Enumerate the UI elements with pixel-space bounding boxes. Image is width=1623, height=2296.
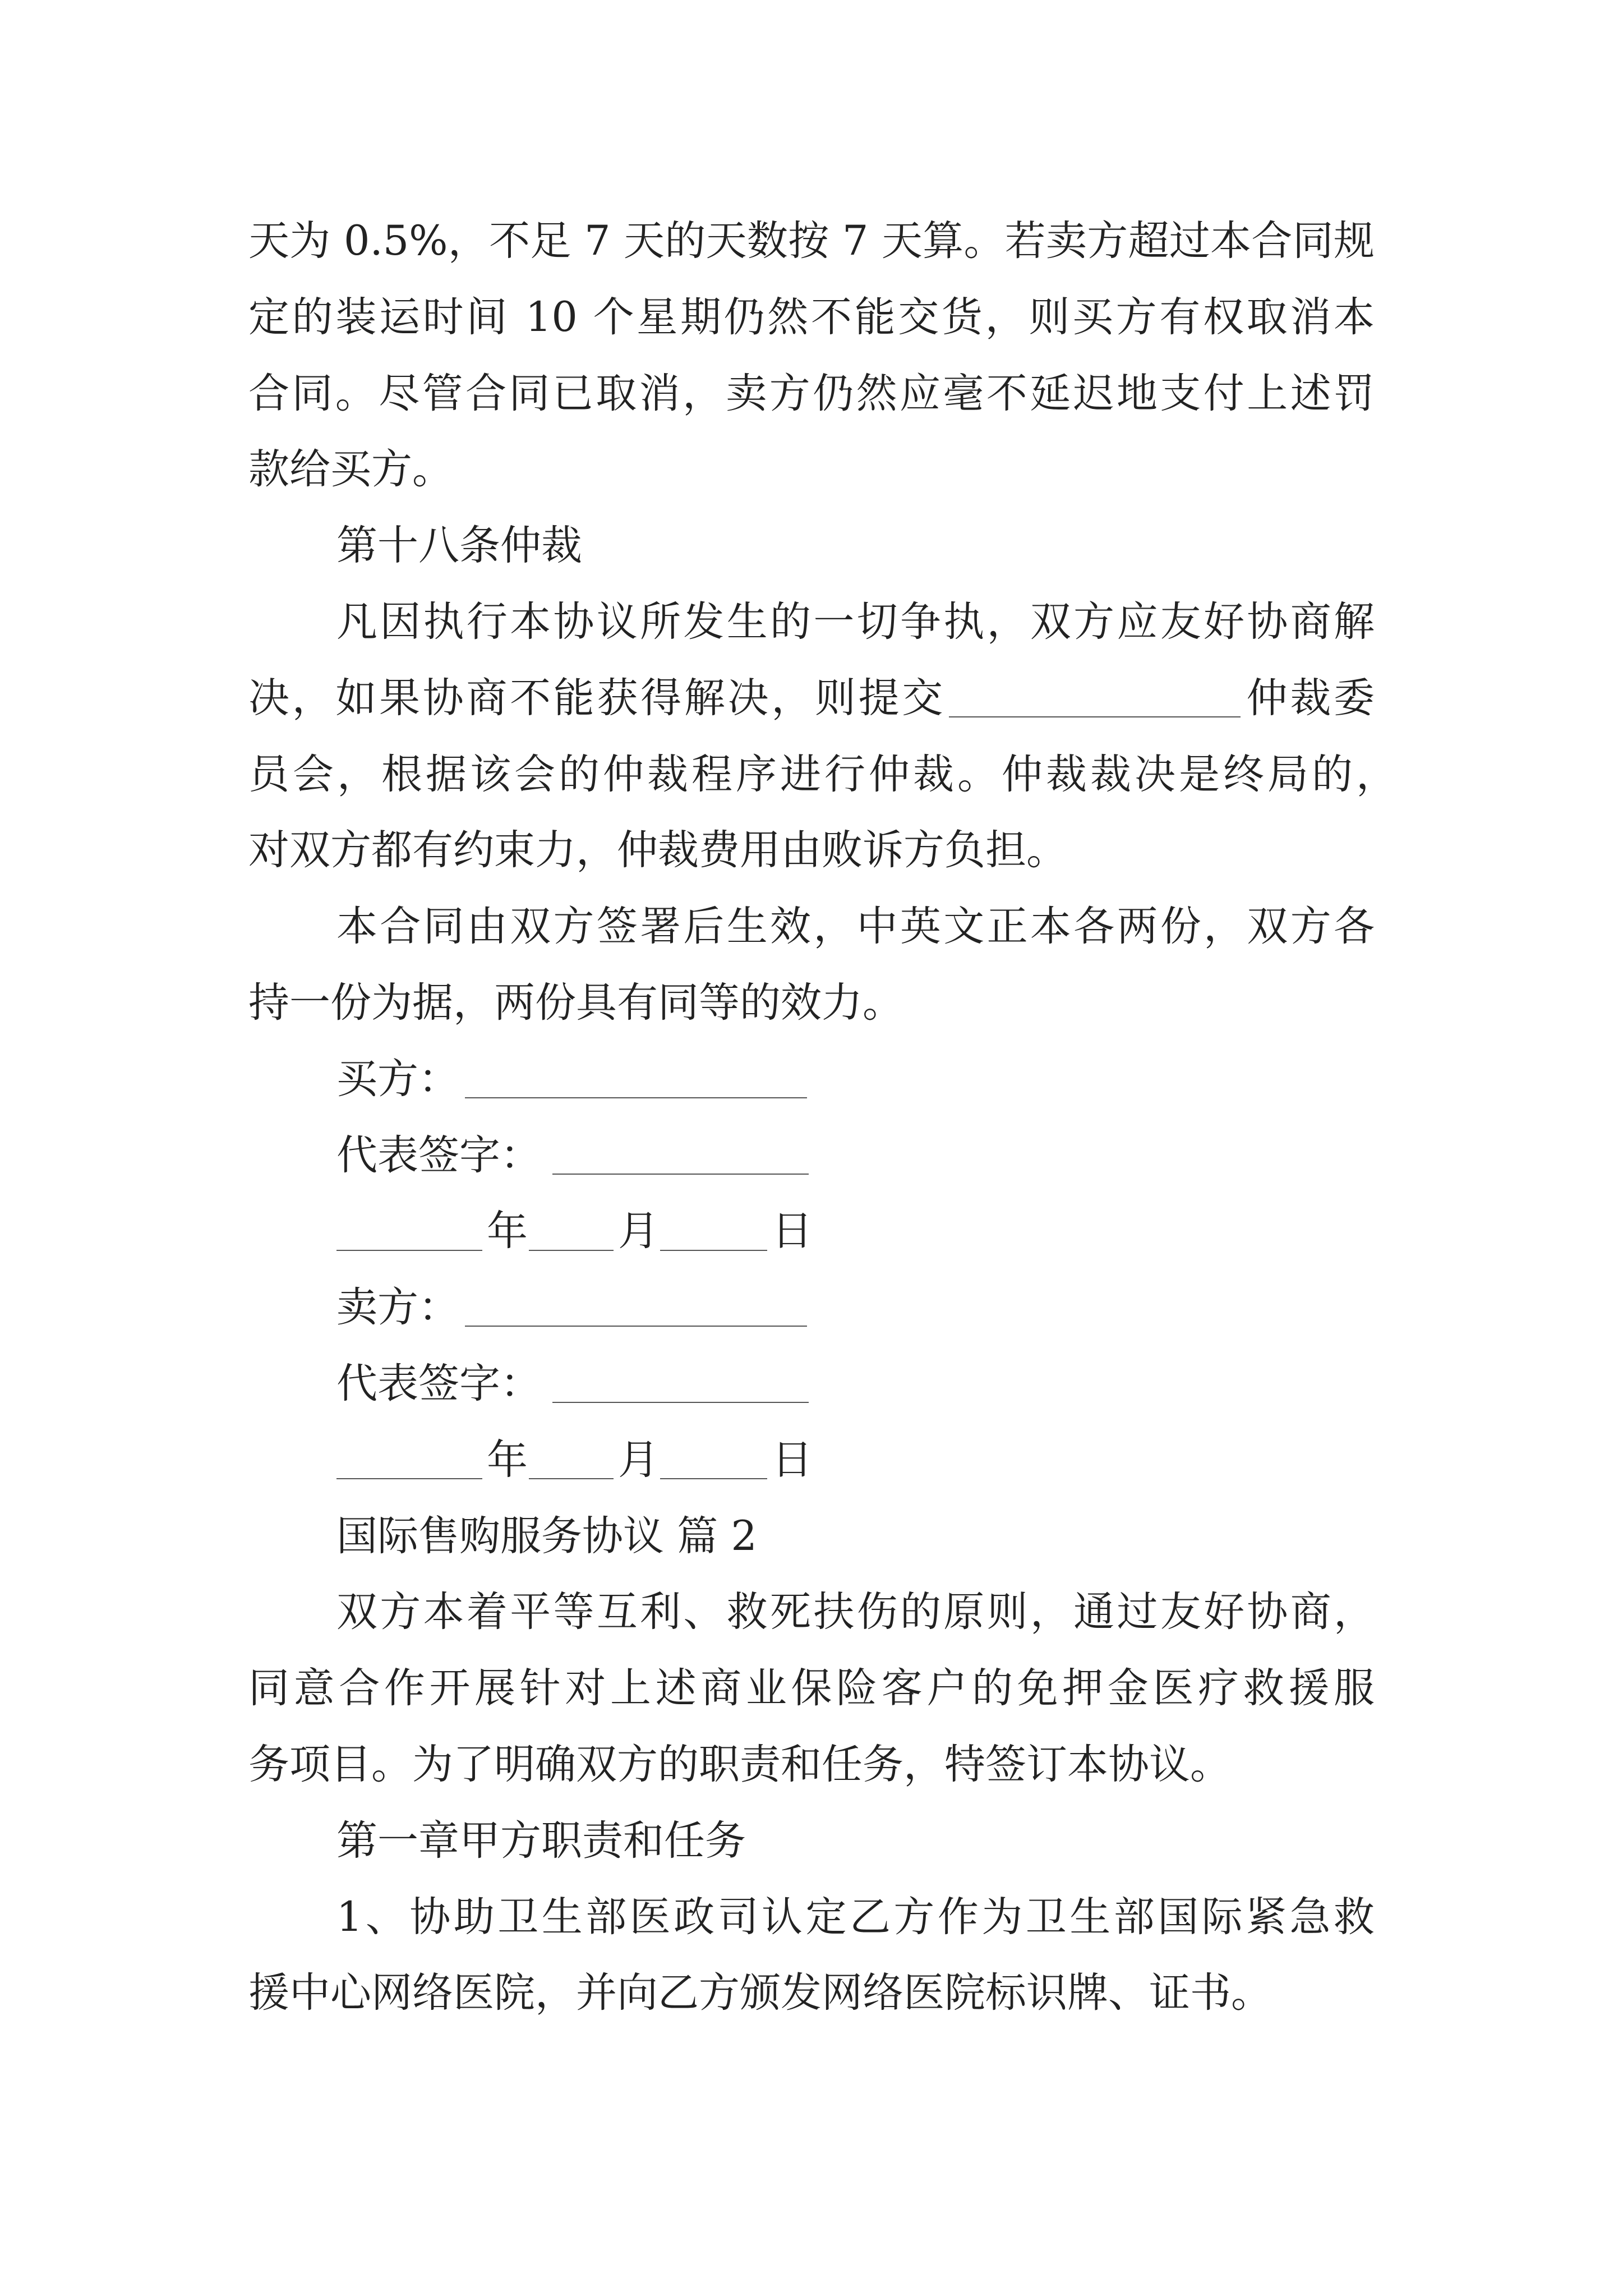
clause18-line: 对双方都有约束力，仲裁费用由败诉方负担。 bbox=[248, 826, 1067, 875]
buyer-line bbox=[248, 1041, 1375, 1117]
clause18-line: 凡因执行本协议所发生的一切争执，双方应友好协商解 bbox=[336, 597, 1375, 646]
clause17-line: 款给买方。 bbox=[248, 445, 453, 494]
buyer-month-blank bbox=[529, 1250, 614, 1251]
month-label: 月 bbox=[618, 1207, 659, 1255]
seller-representative-label: 代表签字： bbox=[336, 1359, 541, 1407]
seller-representative-line bbox=[248, 1346, 1375, 1422]
year-label: 年 bbox=[487, 1435, 528, 1484]
day-label: 日 bbox=[772, 1435, 813, 1484]
clause17-line: 天为 0.5%，不足 7 天的天数按 7 天算。若卖方超过本合同规 bbox=[248, 217, 1375, 265]
clause17-line: 定的装运时间 10 个星期仍然不能交货，则买方有权取消本 bbox=[248, 293, 1375, 341]
seller-date-line bbox=[248, 1422, 1375, 1498]
clause18-line: 员会，根据该会的仲裁程序进行仲裁。仲裁裁决是终局的， bbox=[248, 750, 1397, 798]
clause18-line-after-blank: 仲裁委 bbox=[1243, 674, 1375, 722]
agreement2-intro-line: 务项目。为了明确双方的职责和任务，特签订本协议。 bbox=[248, 1740, 1231, 1788]
buyer-representative-line bbox=[248, 1117, 1375, 1194]
year-label: 年 bbox=[487, 1207, 528, 1255]
day-label: 日 bbox=[772, 1207, 813, 1255]
clause17-line: 合同。尽管合同已取消，卖方仍然应毫不延迟地支付上述罚 bbox=[248, 369, 1375, 417]
chapter1-heading: 第一章甲方职责和任务 bbox=[336, 1816, 746, 1865]
effect-line: 持一份为据，两份具有同等的效力。 bbox=[248, 978, 903, 1027]
seller-year-blank bbox=[336, 1478, 482, 1479]
buyer-representative-label: 代表签字： bbox=[336, 1131, 541, 1179]
buyer-label: 买方： bbox=[336, 1055, 459, 1103]
agreement2-intro-line: 双方本着平等互利、救死扶伤的原则，通过友好协商， bbox=[336, 1588, 1375, 1636]
buyer-name-blank bbox=[465, 1097, 807, 1098]
document-body bbox=[248, 203, 1397, 2031]
month-label: 月 bbox=[618, 1435, 659, 1484]
clause18-heading: 第十八条仲裁 bbox=[336, 522, 582, 570]
effect-line: 本合同由双方签署后生效，中英文正本各两份，双方各 bbox=[336, 903, 1375, 951]
agreement2-intro-line: 同意合作开展针对上述商业保险客户的免押金医疗救援服 bbox=[248, 1664, 1375, 1713]
seller-month-blank bbox=[529, 1478, 614, 1479]
chapter1-item1-line: 1、协助卫生部医政司认定乙方作为卫生部国际紧急救 bbox=[336, 1893, 1375, 1941]
buyer-year-blank bbox=[336, 1250, 482, 1251]
buyer-day-blank bbox=[660, 1250, 767, 1251]
buyer-date-line bbox=[248, 1193, 1375, 1269]
seller-day-blank bbox=[660, 1478, 767, 1479]
clause18-line-before-blank: 决，如果协商不能获得解决，则提交 bbox=[248, 674, 946, 722]
seller-label: 卖方： bbox=[336, 1283, 459, 1332]
chapter1-item1-line: 援中心网络医院，并向乙方颁发网络医院标识牌、证书。 bbox=[248, 1969, 1272, 2017]
buyer-signature-blank bbox=[552, 1174, 809, 1175]
seller-name-blank bbox=[465, 1326, 807, 1327]
seller-signature-blank bbox=[552, 1402, 809, 1403]
arbitration-commission-blank bbox=[949, 716, 1241, 717]
clause18-line-with-blank bbox=[248, 660, 1375, 737]
seller-line bbox=[248, 1269, 1375, 1346]
agreement2-title: 国际售购服务协议 篇 2 bbox=[336, 1512, 757, 1560]
